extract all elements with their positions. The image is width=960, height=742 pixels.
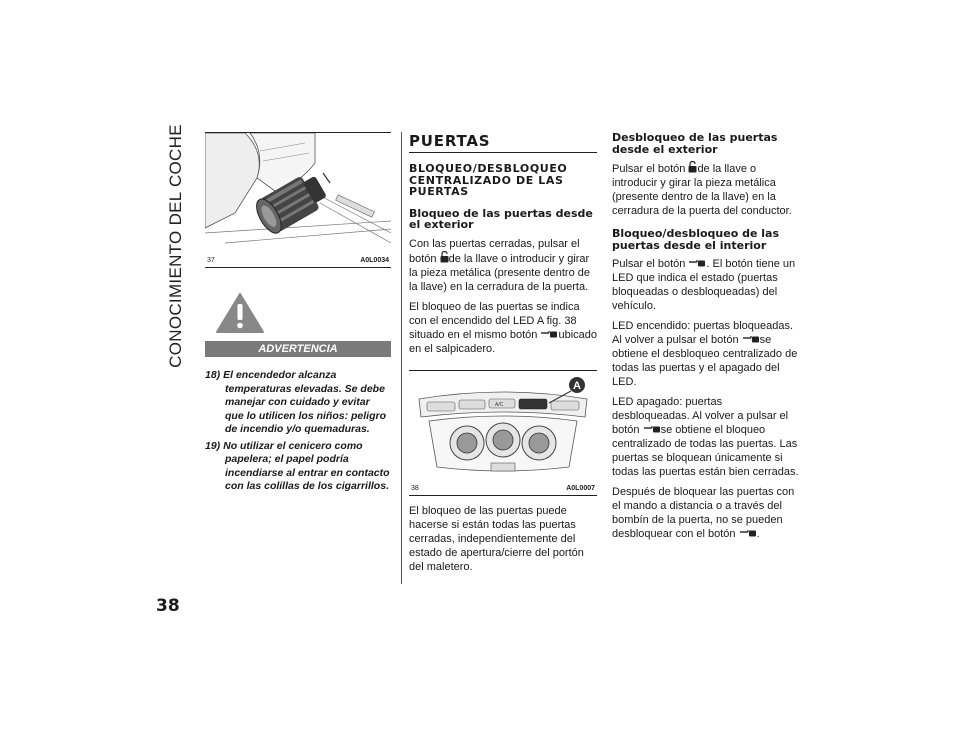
figure-37 — [205, 132, 391, 268]
figure-number: 37 — [207, 257, 215, 264]
paragraph: El bloqueo de las puertas puede hacerse si están todas las puertas cerradas, independientemente del estado de apertura/cierre del portón del maletero. — [409, 504, 584, 573]
figure-number: 38 — [411, 484, 419, 492]
subsection-heading-unlock-exterior: Desbloqueo de las puertas desde el exterior — [612, 131, 778, 156]
paragraph: Pulsar el botón de la llave o introducir y girar la pieza metálica (presente dentro de la llave) en la cerradura de la puerta del conductor. — [612, 163, 792, 217]
paragraph: Con las puertas cerradas, pulsar el botón de la llave o introducir y girar la pieza metálica (presente dentro de la llave) en la cerradura de la puerta. — [409, 237, 590, 293]
figure-38 — [409, 370, 597, 496]
figure-code: A0L0034 — [360, 257, 389, 264]
led-marker-label: A — [573, 379, 581, 392]
key-lock-icon — [739, 529, 757, 538]
figure-code: A0L0007 — [566, 484, 595, 492]
cigarette-lighter-illustration — [205, 133, 391, 255]
section-title: PUERTAS — [409, 132, 597, 153]
paragraph: LED encendido: puertas bloqueadas. Al volver a pulsar el botón se obtiene el desbloqueo centralizado de todas las puertas y el apagado del LED. — [612, 320, 798, 388]
ac-label: A/C — [495, 401, 504, 408]
key-lock-icon — [688, 259, 706, 268]
warning-list — [205, 369, 391, 494]
warning-box — [205, 292, 391, 494]
section-subtitle: BLOQUEO/DESBLOQUEO CENTRALIZADO DE LAS PUERTAS — [409, 162, 568, 198]
paragraph: Pulsar el botón . El botón tiene un LED que indica el estado (puertas bloqueadas o desbloqueadas) del vehículo. — [612, 258, 796, 312]
warning-item-19: 19) No utilizar el cenicero como papelera; el papel podría incendiarse al entrar en contacto con las colillas de los cigarrillos. — [205, 439, 390, 492]
subsection-heading-lock-exterior: Bloqueo de las puertas desde el exterior — [409, 206, 593, 231]
dashboard-controls-illustration — [409, 371, 597, 483]
column-divider — [401, 132, 402, 584]
warning-title: ADVERTENCIA — [205, 341, 391, 357]
key-lock-icon — [643, 425, 661, 434]
paragraph: LED apagado: puertas desbloqueadas. Al volver a pulsar el botón se obtiene el bloqueo centralizado de todas las puertas. Las puertas se bloquean únicamente si todas las puertas están bien cerradas. — [612, 396, 799, 478]
subsection-heading-lock-interior: Bloqueo/desbloqueo de las puertas desde el interior — [612, 227, 779, 252]
figure-37-caption — [205, 255, 391, 267]
paragraph: El bloqueo de las puertas se indica con el encendido del LED A fig. 38 situado en el mismo botón ubicado en el salpicadero. — [409, 300, 598, 355]
padlock-open-icon — [440, 251, 449, 263]
right-column — [612, 132, 800, 547]
key-lock-icon — [742, 335, 760, 344]
left-column — [205, 132, 391, 497]
warning-triangle-icon — [215, 292, 265, 334]
key-lock-icon — [540, 330, 558, 339]
page-number: 38 — [156, 596, 180, 616]
warning-item-18: 18) El encendedor alcanza temperaturas elevadas. Se debe manejar con cuidado y evitar que lo utilicen los niños: peligro de incendio y/o quemaduras. — [205, 369, 387, 435]
paragraph: Después de bloquear las puertas con el mando a distancia o a través del bombín de la puerta, no se pueden desbloquear con el botón . — [612, 486, 795, 540]
side-section-title: CONOCIMIENTO DEL COCHE — [166, 124, 185, 368]
middle-column — [409, 132, 597, 580]
figure-38-caption — [409, 483, 597, 495]
